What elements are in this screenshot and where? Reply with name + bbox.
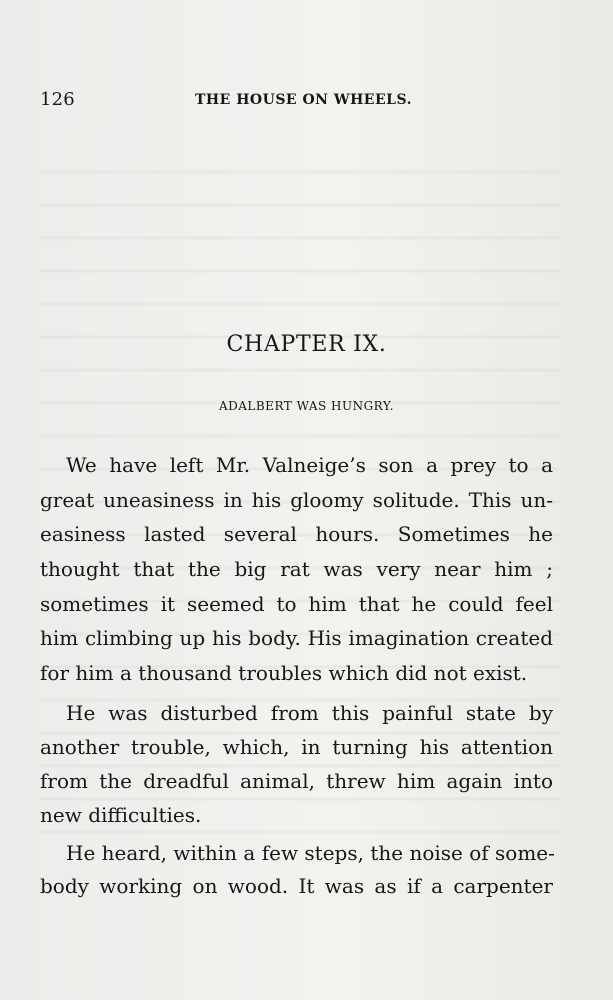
paragraph-line: great uneasiness in his gloomy solitude. This un- xyxy=(40,488,553,512)
paragraph-line: him climbing up his body. His imagination created xyxy=(40,626,553,650)
paragraph-line: We have left Mr. Valneige’s son a prey to a xyxy=(66,453,553,477)
paragraph-line: for him a thousand troubles which did not exist. xyxy=(40,661,528,685)
running-head: THE HOUSE ON WHEELS. xyxy=(195,92,412,108)
paragraph-line: thought that the big rat was very near him ; xyxy=(40,557,553,581)
paragraph-line: body working on wood. It was as if a carpenter xyxy=(40,874,553,898)
paragraph-line: He heard, within a few steps, the noise of some- xyxy=(66,841,555,865)
chapter-subtitle: ADALBERT WAS HUNGRY. xyxy=(218,399,395,413)
page-number: 126 xyxy=(40,89,75,110)
chapter-title: CHAPTER IX. xyxy=(226,332,387,357)
paragraph-line: easiness lasted several hours. Sometimes he xyxy=(40,522,553,546)
paragraph-line: sometimes it seemed to him that he could feel xyxy=(40,592,553,616)
paragraph-line: another trouble, which, in turning his attention xyxy=(40,735,553,759)
paragraph-line: from the dreadful animal, threw him again into xyxy=(40,769,553,793)
paragraph-line: He was disturbed from this painful state by xyxy=(66,701,553,725)
page-header xyxy=(40,89,560,113)
paragraph-line: new difficulties. xyxy=(40,803,202,827)
